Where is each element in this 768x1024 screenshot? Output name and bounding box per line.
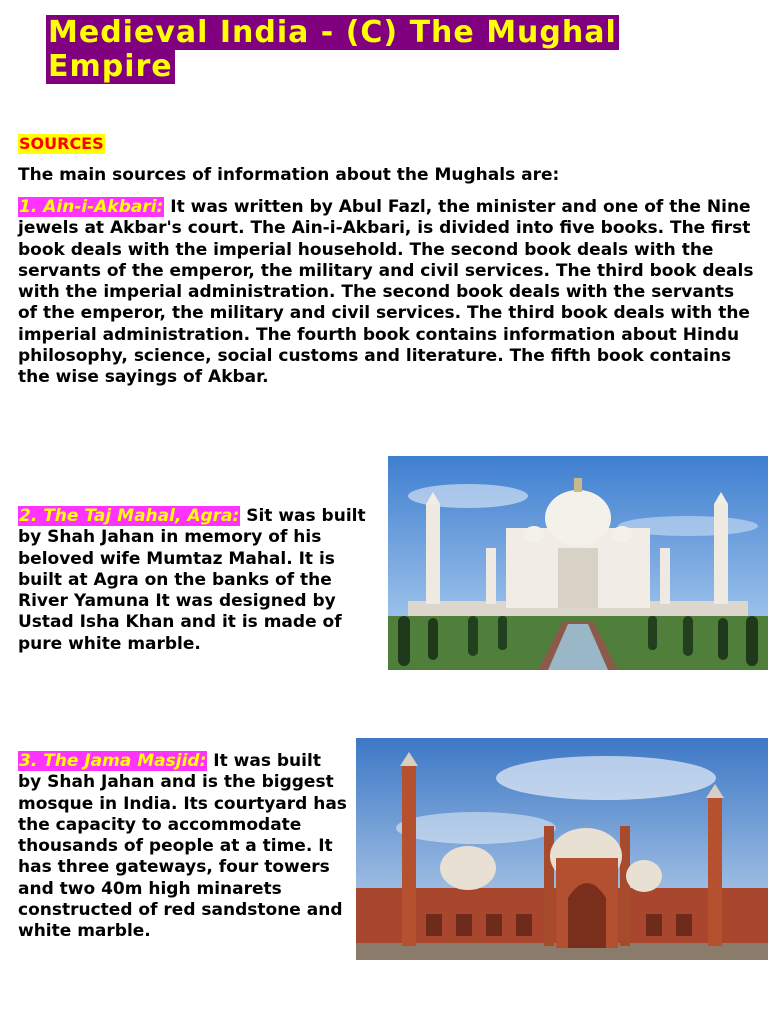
section-text: Sit was built by Shah Jahan in memory of his beloved wife Mumtaz Mahal. It is built at Agra on the banks of the River Yamuna It was designed by Ustad Isha Khan and it is made of pure white marble. <box>18 506 366 654</box>
section-label: 2. The Taj Mahal, Agra: <box>19 506 240 526</box>
section-taj-mahal <box>18 506 378 655</box>
section-text: It was built by Shah Jahan and is the biggest mosque in India. Its courtyard has the capacity to accommodate thousands of people at a time. It has three gateways, four towers and two 40m high minarets constructed of red sandstone and white marble. <box>18 751 347 942</box>
taj-mahal-image <box>388 456 768 670</box>
page-title <box>46 16 706 84</box>
section-label: 1. Ain-i-Akbari: <box>19 197 164 217</box>
section-jama-masjid <box>18 751 348 943</box>
section-ain-i-akbari <box>18 197 758 389</box>
sources-heading: SOURCES <box>19 134 104 153</box>
section-label: 3. The Jama Masjid: <box>19 751 207 771</box>
section-text: It was written by Abul Fazl, the minister and one of the Nine jewels at Akbar's court. The Ain-i-Akbari, is divided into five books. The first book deals with the imperial household. The second book deals with the servants of the emperor, the military and civil services. The third book deals with the imperial administration. The second book deals with the servants of the emperor, the military and civil services. The third book deals with the imperial administration. The fourth book contains information about Hindu philosophy, science, social customs and literature. The fifth book contains the wise sayings of Akbar. <box>18 197 754 388</box>
page-title-text: Medieval India - (C) The Mughal Empire <box>48 15 617 84</box>
jama-masjid-image <box>356 738 768 960</box>
intro-paragraph: The main sources of information about the Mughals are: <box>18 165 560 185</box>
